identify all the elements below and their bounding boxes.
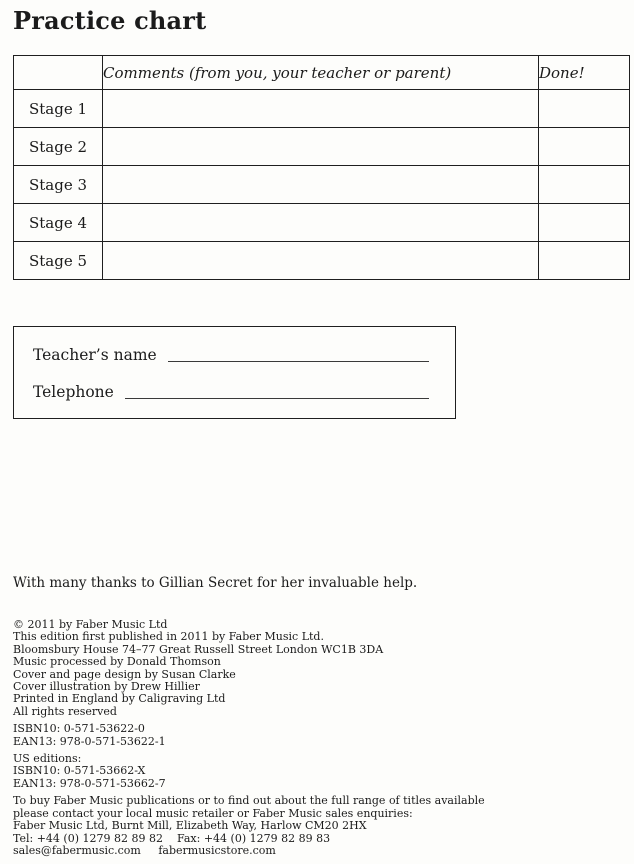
table-row	[14, 242, 630, 280]
teacher-contact-box	[13, 326, 456, 419]
comment-cell	[103, 128, 539, 166]
practice-chart-table	[13, 55, 630, 280]
done-column-header: Done!	[539, 56, 630, 90]
stage-row-label: Stage 1	[14, 90, 103, 128]
us-editions-heading: US editions:	[13, 752, 82, 766]
stage-row-label: Stage 5	[14, 242, 103, 280]
telephone-field	[33, 382, 429, 402]
table-row	[14, 166, 630, 204]
telephone-fill-line	[125, 397, 429, 399]
stage-row-label: Stage 2	[14, 128, 103, 166]
sales-line: To buy Faber Music publications or to find out about the full range of titles available	[13, 794, 485, 808]
stage-column-header	[14, 56, 103, 90]
copyright-line: Printed in England by Caligraving Ltd	[13, 692, 226, 706]
comment-cell	[103, 204, 539, 242]
teacher-name-label: Teacher’s name	[33, 346, 157, 364]
table-row	[14, 128, 630, 166]
comments-column-header: Comments (from you, your teacher or parent)	[103, 56, 539, 90]
table-row	[14, 204, 630, 242]
isbn-line: ISBN10: 0-571-53622-0	[13, 722, 145, 736]
table-header-row	[14, 56, 630, 90]
comment-cell	[103, 242, 539, 280]
comment-cell	[103, 166, 539, 204]
sales-line: please contact your local music retailer or Faber Music sales enquiries:	[13, 806, 413, 820]
comment-cell	[103, 90, 539, 128]
us-ean-line: EAN13: 978-0-571-53662-7	[13, 776, 166, 790]
teacher-name-field	[33, 345, 429, 365]
sales-block	[13, 795, 634, 857]
stage-row-label: Stage 3	[14, 166, 103, 204]
acknowledgement-text: With many thanks to Gillian Secret for her invaluable help.	[13, 575, 418, 591]
copyright-line: Music processed by Donald Thomson	[13, 655, 221, 669]
ean-line: EAN13: 978-0-571-53622-1	[13, 734, 166, 748]
table-row	[14, 90, 630, 128]
teacher-name-fill-line	[168, 360, 429, 362]
copyright-line: Cover and page design by Susan Clarke	[13, 667, 236, 681]
copyright-line: Cover illustration by Drew Hillier	[13, 680, 200, 694]
done-cell	[539, 204, 630, 242]
isbn-block	[13, 723, 634, 748]
sales-web-line: sales@fabermusic.com fabermusicstore.com	[13, 843, 276, 857]
done-cell	[539, 90, 630, 128]
sales-line: Faber Music Ltd, Burnt Mill, Elizabeth Way, Harlow CM20 2HX	[13, 819, 367, 833]
sales-phone-line: Tel: +44 (0) 1279 82 89 82 Fax: +44 (0) 1279 82 89 83	[13, 831, 331, 845]
done-cell	[539, 166, 630, 204]
us-isbn-line: ISBN10: 0-571-53662-X	[13, 764, 146, 778]
copyright-line: © 2011 by Faber Music Ltd	[13, 618, 168, 631]
us-editions-block	[13, 753, 634, 790]
page-title: Practice chart	[13, 6, 207, 35]
copyright-line: All rights reserved	[13, 704, 117, 718]
done-cell	[539, 128, 630, 166]
telephone-label: Telephone	[33, 383, 114, 401]
copyright-block	[13, 619, 634, 718]
copyright-line: This edition first published in 2011 by Faber Music Ltd.	[13, 630, 324, 644]
stage-row-label: Stage 4	[14, 204, 103, 242]
done-cell	[539, 242, 630, 280]
copyright-line: Bloomsbury House 74–77 Great Russell Street London WC1B 3DA	[13, 642, 384, 656]
